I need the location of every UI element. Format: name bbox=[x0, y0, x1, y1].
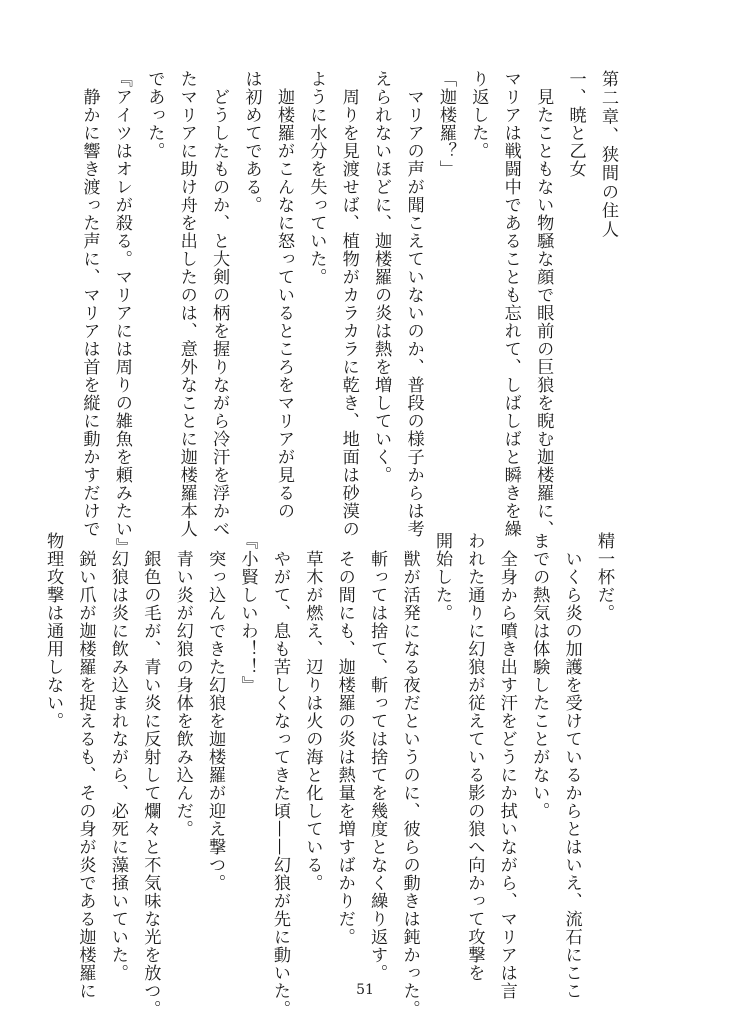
text-line: 見たこともない物騒な顔で眼前の巨狼を睨む迦楼羅に、 bbox=[533, 70, 554, 538]
text-line: 開始した。 bbox=[431, 532, 452, 622]
text-line: 銀色の毛が、青い炎に反射して爛々と不気味な光を放つ。 bbox=[140, 532, 161, 1018]
text-line: 斬っては捨て、斬っては捨てを幾度となく繰り返す。 bbox=[367, 532, 388, 982]
text-line: 全身から噴き出す汗をどうにか拭いながら、マリアは言 bbox=[496, 532, 517, 1000]
text-line: われた通りに幻狼が従えている影の狼へ向かって攻撃を bbox=[464, 532, 485, 982]
text-line: は初めてである。 bbox=[241, 70, 262, 214]
upper-text-block bbox=[73, 70, 624, 556]
text-line: どうしたものか、と大剣の柄を握りながら冷汗を浮かべ bbox=[209, 70, 230, 538]
text-line: 幻狼は炎に飲み込まれながら、必死に藻掻いていた。 bbox=[107, 532, 128, 982]
text-line: 草木が燃え、辺りは火の海と化している。 bbox=[302, 532, 323, 892]
text-line: 物理攻撃は通用しない。 bbox=[43, 532, 64, 730]
text-line: 精一杯だ。 bbox=[594, 532, 614, 622]
text-line: 『アイツはオレが殺る。マリアには周りの雑魚を頼みたい』 bbox=[111, 70, 132, 556]
text-line: 「迦楼羅？」 bbox=[435, 70, 456, 178]
text-line: 獣が活発になる夜だというのに、彼らの動きは鈍かった。 bbox=[399, 532, 420, 1018]
text-line: たマリアに助け舟を出したのは、意外なことに迦楼羅本人 bbox=[176, 70, 197, 538]
text-line: いくら炎の加護を受けているからとはいえ、流石にここ bbox=[561, 532, 582, 1000]
text-line: 周りを見渡せば、植物がカラカラに乾き、地面は砂漠の bbox=[338, 70, 359, 538]
text-line: マリアは戦闘中であることも忘れて、しばしばと瞬きを繰 bbox=[500, 70, 521, 538]
text-line: やがて、息も苦しくなってきた頃——幻狼が先に動いた。 bbox=[269, 532, 290, 1018]
text-line: 突っ込んできた幻狼を迦楼羅が迎え撃つ。 bbox=[205, 532, 226, 892]
text-line: 青い炎が幻狼の身体を飲み込んだ。 bbox=[172, 532, 193, 838]
text-line: 鋭い爪が迦楼羅を捉えるも、その身が炎である迦楼羅に bbox=[75, 532, 96, 1000]
text-line: 『小賢しいわ！！』 bbox=[237, 532, 258, 694]
text-line: であった。 bbox=[144, 70, 165, 160]
text-line: マリアの声が聞こえていないのか、普段の様子からは考 bbox=[403, 70, 424, 538]
text-line: 静かに響き渡った声に、マリアは首を縦に動かすだけで bbox=[79, 70, 100, 538]
text-line: 迦楼羅がこんなに怒っているところをマリアが見るの bbox=[273, 70, 294, 520]
text-line: り返した。 bbox=[468, 70, 489, 160]
chapter-title: 第二章、狭間の住人 bbox=[598, 70, 618, 240]
text-line: その間にも、迦楼羅の炎は熱量を増すばかりだ。 bbox=[334, 532, 355, 946]
page-number: 51 bbox=[356, 982, 374, 998]
text-line: ように水分を失っていた。 bbox=[306, 70, 327, 286]
text-line: えられないほどに、迦楼羅の炎は熱を増していく。 bbox=[371, 70, 392, 484]
section-title: 一、暁と乙女 bbox=[565, 70, 586, 178]
text-line: までの熱気は体験したことがない。 bbox=[529, 532, 550, 820]
